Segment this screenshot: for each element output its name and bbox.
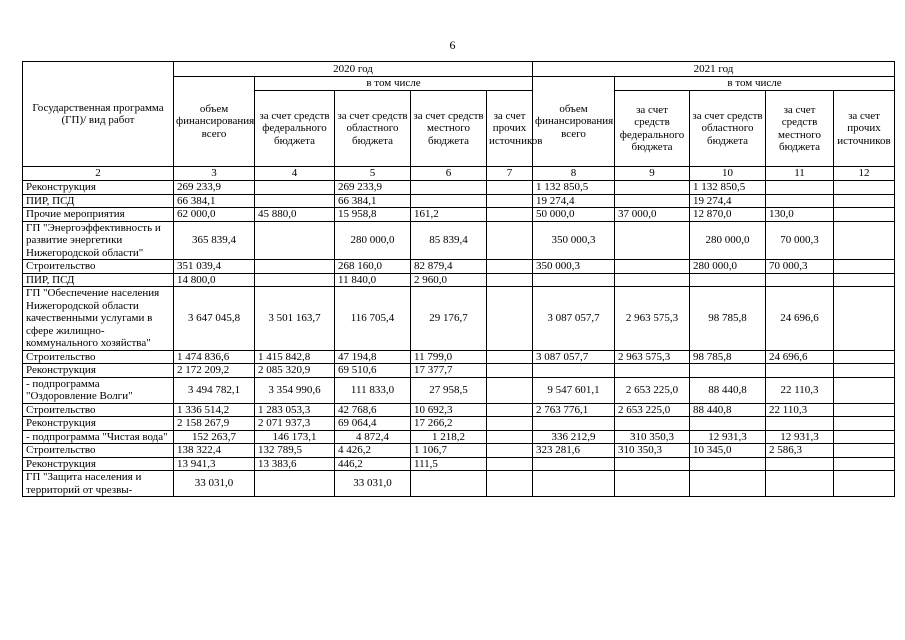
row-name: Строительство bbox=[23, 444, 174, 458]
cell-value: 12 931,3 bbox=[690, 430, 766, 444]
cell-value: 70 000,3 bbox=[766, 260, 834, 274]
cell-value bbox=[487, 260, 533, 274]
cell-value: 2 960,0 bbox=[411, 273, 487, 287]
header-col-regional-2020: за счет средств областного бюджета bbox=[335, 91, 411, 167]
cell-value: 2 653 225,0 bbox=[615, 377, 690, 403]
table-row bbox=[23, 273, 895, 287]
cell-value bbox=[834, 194, 895, 208]
cell-value bbox=[834, 273, 895, 287]
cell-value bbox=[834, 430, 895, 444]
cell-value bbox=[615, 221, 690, 260]
cell-value: 22 110,3 bbox=[766, 377, 834, 403]
row-name: Реконструкция bbox=[23, 417, 174, 431]
cell-value: 13 383,6 bbox=[255, 457, 335, 471]
cell-value: 17 377,7 bbox=[411, 364, 487, 378]
row-name: Строительство bbox=[23, 260, 174, 274]
column-number: 6 bbox=[411, 167, 487, 181]
table-row bbox=[23, 430, 895, 444]
column-number: 2 bbox=[23, 167, 174, 181]
cell-value: 82 879,4 bbox=[411, 260, 487, 274]
cell-value bbox=[487, 403, 533, 417]
cell-value: 116 705,4 bbox=[335, 287, 411, 351]
cell-value bbox=[834, 444, 895, 458]
cell-value: 17 266,2 bbox=[411, 417, 487, 431]
cell-value bbox=[766, 364, 834, 378]
cell-value bbox=[255, 260, 335, 274]
cell-value: 10 692,3 bbox=[411, 403, 487, 417]
cell-value: 146 173,1 bbox=[255, 430, 335, 444]
cell-value bbox=[411, 181, 487, 195]
table-row bbox=[23, 444, 895, 458]
cell-value bbox=[834, 181, 895, 195]
cell-value bbox=[834, 364, 895, 378]
cell-value: 12 870,0 bbox=[690, 208, 766, 222]
table-row bbox=[23, 403, 895, 417]
cell-value: 3 647 045,8 bbox=[174, 287, 255, 351]
cell-value: 11 799,0 bbox=[411, 350, 487, 364]
cell-value: 66 384,1 bbox=[174, 194, 255, 208]
column-number: 9 bbox=[615, 167, 690, 181]
cell-value bbox=[533, 273, 615, 287]
cell-value bbox=[834, 221, 895, 260]
column-number: 5 bbox=[335, 167, 411, 181]
cell-value bbox=[255, 194, 335, 208]
cell-value bbox=[766, 181, 834, 195]
cell-value: 446,2 bbox=[335, 457, 411, 471]
cell-value: 269 233,9 bbox=[174, 181, 255, 195]
cell-value: 19 274,4 bbox=[533, 194, 615, 208]
column-number: 7 bbox=[487, 167, 533, 181]
financing-table bbox=[22, 61, 895, 497]
cell-value bbox=[615, 260, 690, 274]
cell-value: 2 071 937,3 bbox=[255, 417, 335, 431]
cell-value bbox=[487, 194, 533, 208]
cell-value: 3 354 990,6 bbox=[255, 377, 335, 403]
cell-value: 310 350,3 bbox=[615, 444, 690, 458]
cell-value: 22 110,3 bbox=[766, 403, 834, 417]
table-row bbox=[23, 194, 895, 208]
cell-value bbox=[690, 417, 766, 431]
cell-value: 37 000,0 bbox=[615, 208, 690, 222]
cell-value bbox=[411, 194, 487, 208]
cell-value: 66 384,1 bbox=[335, 194, 411, 208]
row-name: Реконструкция bbox=[23, 181, 174, 195]
cell-value: 24 696,6 bbox=[766, 350, 834, 364]
cell-value bbox=[487, 471, 533, 497]
cell-value: 33 031,0 bbox=[335, 471, 411, 497]
column-number: 8 bbox=[533, 167, 615, 181]
cell-value: 2 653 225,0 bbox=[615, 403, 690, 417]
cell-value: 15 958,8 bbox=[335, 208, 411, 222]
cell-value bbox=[255, 273, 335, 287]
cell-value: 42 768,6 bbox=[335, 403, 411, 417]
table-row bbox=[23, 260, 895, 274]
cell-value: 29 176,7 bbox=[411, 287, 487, 351]
header-col-other-2021: за счет прочих источников bbox=[834, 91, 895, 167]
cell-value: 350 000,3 bbox=[533, 221, 615, 260]
cell-value: 98 785,8 bbox=[690, 350, 766, 364]
cell-value bbox=[487, 287, 533, 351]
cell-value: 88 440,8 bbox=[690, 403, 766, 417]
cell-value: 2 172 209,2 bbox=[174, 364, 255, 378]
cell-value bbox=[834, 403, 895, 417]
cell-value: 365 839,4 bbox=[174, 221, 255, 260]
cell-value bbox=[834, 417, 895, 431]
cell-value: 280 000,0 bbox=[690, 221, 766, 260]
cell-value bbox=[487, 457, 533, 471]
header-col-regional-2021: за счет средств областного бюджета bbox=[690, 91, 766, 167]
cell-value: 33 031,0 bbox=[174, 471, 255, 497]
cell-value bbox=[487, 208, 533, 222]
cell-value bbox=[487, 377, 533, 403]
cell-value: 69 510,6 bbox=[335, 364, 411, 378]
header-col-local-2020: за счет средств местного бюджета bbox=[411, 91, 487, 167]
cell-value: 4 872,4 bbox=[335, 430, 411, 444]
cell-value: 85 839,4 bbox=[411, 221, 487, 260]
row-name: ПИР, ПСД bbox=[23, 194, 174, 208]
cell-value bbox=[615, 364, 690, 378]
cell-value: 88 440,8 bbox=[690, 377, 766, 403]
cell-value: 14 800,0 bbox=[174, 273, 255, 287]
cell-value: 98 785,8 bbox=[690, 287, 766, 351]
cell-value bbox=[690, 471, 766, 497]
cell-value: 1 132 850,5 bbox=[690, 181, 766, 195]
table-row bbox=[23, 350, 895, 364]
cell-value: 336 212,9 bbox=[533, 430, 615, 444]
header-col-total-2021: объем финансирования всего bbox=[533, 77, 615, 167]
cell-value bbox=[766, 417, 834, 431]
cell-value: 1 283 053,3 bbox=[255, 403, 335, 417]
cell-value bbox=[255, 181, 335, 195]
row-name: ГП "Энергоэффективность и развитие энергетики Нижегородской области" bbox=[23, 221, 174, 260]
row-name: Строительство bbox=[23, 350, 174, 364]
cell-value bbox=[615, 273, 690, 287]
table-row bbox=[23, 364, 895, 378]
cell-value: 280 000,0 bbox=[335, 221, 411, 260]
cell-value bbox=[615, 181, 690, 195]
cell-value bbox=[766, 457, 834, 471]
cell-value: 1 415 842,8 bbox=[255, 350, 335, 364]
cell-value: 350 000,3 bbox=[533, 260, 615, 274]
cell-value: 50 000,0 bbox=[533, 208, 615, 222]
column-number: 4 bbox=[255, 167, 335, 181]
cell-value bbox=[834, 471, 895, 497]
cell-value bbox=[834, 350, 895, 364]
row-name: ПИР, ПСД bbox=[23, 273, 174, 287]
column-number: 3 bbox=[174, 167, 255, 181]
cell-value: 268 160,0 bbox=[335, 260, 411, 274]
cell-value: 27 958,5 bbox=[411, 377, 487, 403]
cell-value: 70 000,3 bbox=[766, 221, 834, 260]
cell-value bbox=[487, 221, 533, 260]
cell-value bbox=[487, 417, 533, 431]
cell-value: 2 963 575,3 bbox=[615, 287, 690, 351]
row-name: Прочие мероприятия bbox=[23, 208, 174, 222]
cell-value bbox=[834, 457, 895, 471]
header-col-federal-2021: за счет средств федерального бюджета bbox=[615, 91, 690, 167]
header-including-2021: в том числе bbox=[615, 77, 895, 91]
cell-value: 2 963 575,3 bbox=[615, 350, 690, 364]
cell-value bbox=[487, 444, 533, 458]
cell-value bbox=[533, 364, 615, 378]
cell-value: 3 501 163,7 bbox=[255, 287, 335, 351]
header-col-other-2020: за счет прочих источников bbox=[487, 91, 533, 167]
cell-value: 351 039,4 bbox=[174, 260, 255, 274]
cell-value bbox=[615, 194, 690, 208]
cell-value bbox=[766, 471, 834, 497]
cell-value bbox=[487, 181, 533, 195]
cell-value: 3 087 057,7 bbox=[533, 350, 615, 364]
cell-value: 13 941,3 bbox=[174, 457, 255, 471]
cell-value: 62 000,0 bbox=[174, 208, 255, 222]
cell-value: 111 833,0 bbox=[335, 377, 411, 403]
cell-value: 1 106,7 bbox=[411, 444, 487, 458]
cell-value bbox=[533, 417, 615, 431]
row-name: ГП "Защита населения и территорий от чрезвы- bbox=[23, 471, 174, 497]
column-number: 12 bbox=[834, 167, 895, 181]
cell-value bbox=[766, 273, 834, 287]
header-year-2021: 2021 год bbox=[533, 62, 895, 77]
cell-value bbox=[411, 471, 487, 497]
cell-value bbox=[533, 457, 615, 471]
cell-value bbox=[487, 350, 533, 364]
table-row bbox=[23, 457, 895, 471]
cell-value: 152 263,7 bbox=[174, 430, 255, 444]
row-name: Реконструкция bbox=[23, 457, 174, 471]
cell-value: 3 087 057,7 bbox=[533, 287, 615, 351]
cell-value bbox=[834, 260, 895, 274]
cell-value: 11 840,0 bbox=[335, 273, 411, 287]
cell-value: 47 194,8 bbox=[335, 350, 411, 364]
header-col-local-2021: за счет средств местного бюджета bbox=[766, 91, 834, 167]
cell-value: 3 494 782,1 bbox=[174, 377, 255, 403]
cell-value bbox=[487, 430, 533, 444]
cell-value: 10 345,0 bbox=[690, 444, 766, 458]
cell-value bbox=[487, 364, 533, 378]
column-number: 10 bbox=[690, 167, 766, 181]
cell-value bbox=[834, 377, 895, 403]
table-row bbox=[23, 208, 895, 222]
table-row bbox=[23, 471, 895, 497]
cell-value: 45 880,0 bbox=[255, 208, 335, 222]
table-row bbox=[23, 417, 895, 431]
row-name: - подпрограмма "Оздоровление Волги" bbox=[23, 377, 174, 403]
row-name: ГП "Обеспечение населения Нижегородской области качественными услугами в сфере жилищно-коммунального хозяйства" bbox=[23, 287, 174, 351]
cell-value bbox=[615, 471, 690, 497]
cell-value: 12 931,3 bbox=[766, 430, 834, 444]
cell-value bbox=[834, 287, 895, 351]
cell-value: 138 322,4 bbox=[174, 444, 255, 458]
cell-value: 269 233,9 bbox=[335, 181, 411, 195]
cell-value bbox=[533, 471, 615, 497]
table-row bbox=[23, 181, 895, 195]
cell-value: 310 350,3 bbox=[615, 430, 690, 444]
cell-value bbox=[690, 364, 766, 378]
cell-value: 2 085 320,9 bbox=[255, 364, 335, 378]
header-program: Государственная программа (ГП)/ вид работ bbox=[23, 62, 174, 167]
cell-value: 323 281,6 bbox=[533, 444, 615, 458]
cell-value: 280 000,0 bbox=[690, 260, 766, 274]
cell-value bbox=[690, 273, 766, 287]
page-number: 6 bbox=[449, 38, 456, 52]
cell-value: 111,5 bbox=[411, 457, 487, 471]
cell-value: 24 696,6 bbox=[766, 287, 834, 351]
header-col-total-2020: объем финансирования всего bbox=[174, 77, 255, 167]
header-year-2020: 2020 год bbox=[174, 62, 533, 77]
cell-value: 2 158 267,9 bbox=[174, 417, 255, 431]
cell-value bbox=[615, 457, 690, 471]
cell-value bbox=[834, 208, 895, 222]
cell-value: 2 763 776,1 bbox=[533, 403, 615, 417]
header-including-2020: в том числе bbox=[255, 77, 533, 91]
header-col-federal-2020: за счет средств федерального бюджета bbox=[255, 91, 335, 167]
cell-value: 132 789,5 bbox=[255, 444, 335, 458]
cell-value bbox=[615, 417, 690, 431]
cell-value: 4 426,2 bbox=[335, 444, 411, 458]
cell-value bbox=[487, 273, 533, 287]
row-name: - подпрограмма "Чистая вода" bbox=[23, 430, 174, 444]
cell-value bbox=[766, 194, 834, 208]
cell-value: 2 586,3 bbox=[766, 444, 834, 458]
table-row bbox=[23, 287, 895, 351]
table-row bbox=[23, 221, 895, 260]
cell-value: 130,0 bbox=[766, 208, 834, 222]
row-name: Реконструкция bbox=[23, 364, 174, 378]
cell-value bbox=[255, 471, 335, 497]
cell-value: 19 274,4 bbox=[690, 194, 766, 208]
row-name: Строительство bbox=[23, 403, 174, 417]
cell-value: 1 218,2 bbox=[411, 430, 487, 444]
table-row bbox=[23, 377, 895, 403]
cell-value: 1 474 836,6 bbox=[174, 350, 255, 364]
column-number: 11 bbox=[766, 167, 834, 181]
cell-value: 1 336 514,2 bbox=[174, 403, 255, 417]
cell-value bbox=[255, 221, 335, 260]
cell-value: 9 547 601,1 bbox=[533, 377, 615, 403]
cell-value bbox=[690, 457, 766, 471]
cell-value: 69 064,4 bbox=[335, 417, 411, 431]
cell-value: 1 132 850,5 bbox=[533, 181, 615, 195]
cell-value: 161,2 bbox=[411, 208, 487, 222]
